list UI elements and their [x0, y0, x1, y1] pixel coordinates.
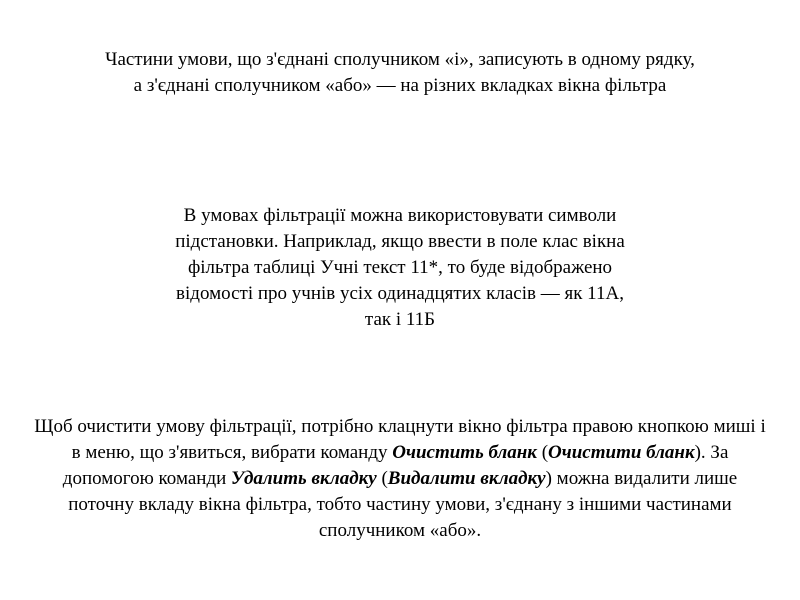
p2-line4: відомості про учнів усіх одинадцятих класів — як 11А,: [176, 283, 624, 304]
p3-text3: ). За допомогою команди: [62, 442, 729, 489]
p3-text2: (: [536, 442, 549, 463]
cmd-delete-tab: Удалить вкладку: [231, 468, 377, 489]
p1-line1: Частини умови, що з'єднані сполучником «і», записують в одному рядку,: [105, 49, 695, 70]
paragraph-clear-filter: [0, 414, 800, 544]
cmd-delete-tab-ua: Видалити вкладку: [387, 468, 546, 489]
p2-line3: фільтра таблиці Учні текст 11*, то буде відображено: [187, 257, 613, 278]
p2-line2: підстановки. Наприклад, якщо ввести в поле клас вікна: [175, 231, 625, 252]
p1-line2: а з'єднані сполучником «або» — на різних вкладках вікна фільтра: [133, 75, 667, 96]
cmd-clear-form-ua: Очистити бланк: [548, 442, 695, 463]
p3-text5: ) можна видалити лише поточну вкладу вікна фільтра, тобто частину умови, з'єднану з іншими частинами сполучником «або».: [68, 468, 738, 541]
p2-line5: так і 11Б: [364, 309, 436, 330]
paragraph-and-or-conditions: [0, 47, 800, 99]
paragraph-wildcards: [0, 203, 800, 333]
p2-line1: В умовах фільтрації можна використовувати символи: [183, 205, 617, 226]
cmd-clear-form: Очистить бланк: [392, 442, 537, 463]
p3-text4: (: [376, 468, 388, 489]
p3-text1: Щоб очистити умову фільтрації, потрібно клацнути вікно фільтра правою кнопкою миші і в меню, що з'явиться, вибрати команду: [34, 416, 766, 463]
